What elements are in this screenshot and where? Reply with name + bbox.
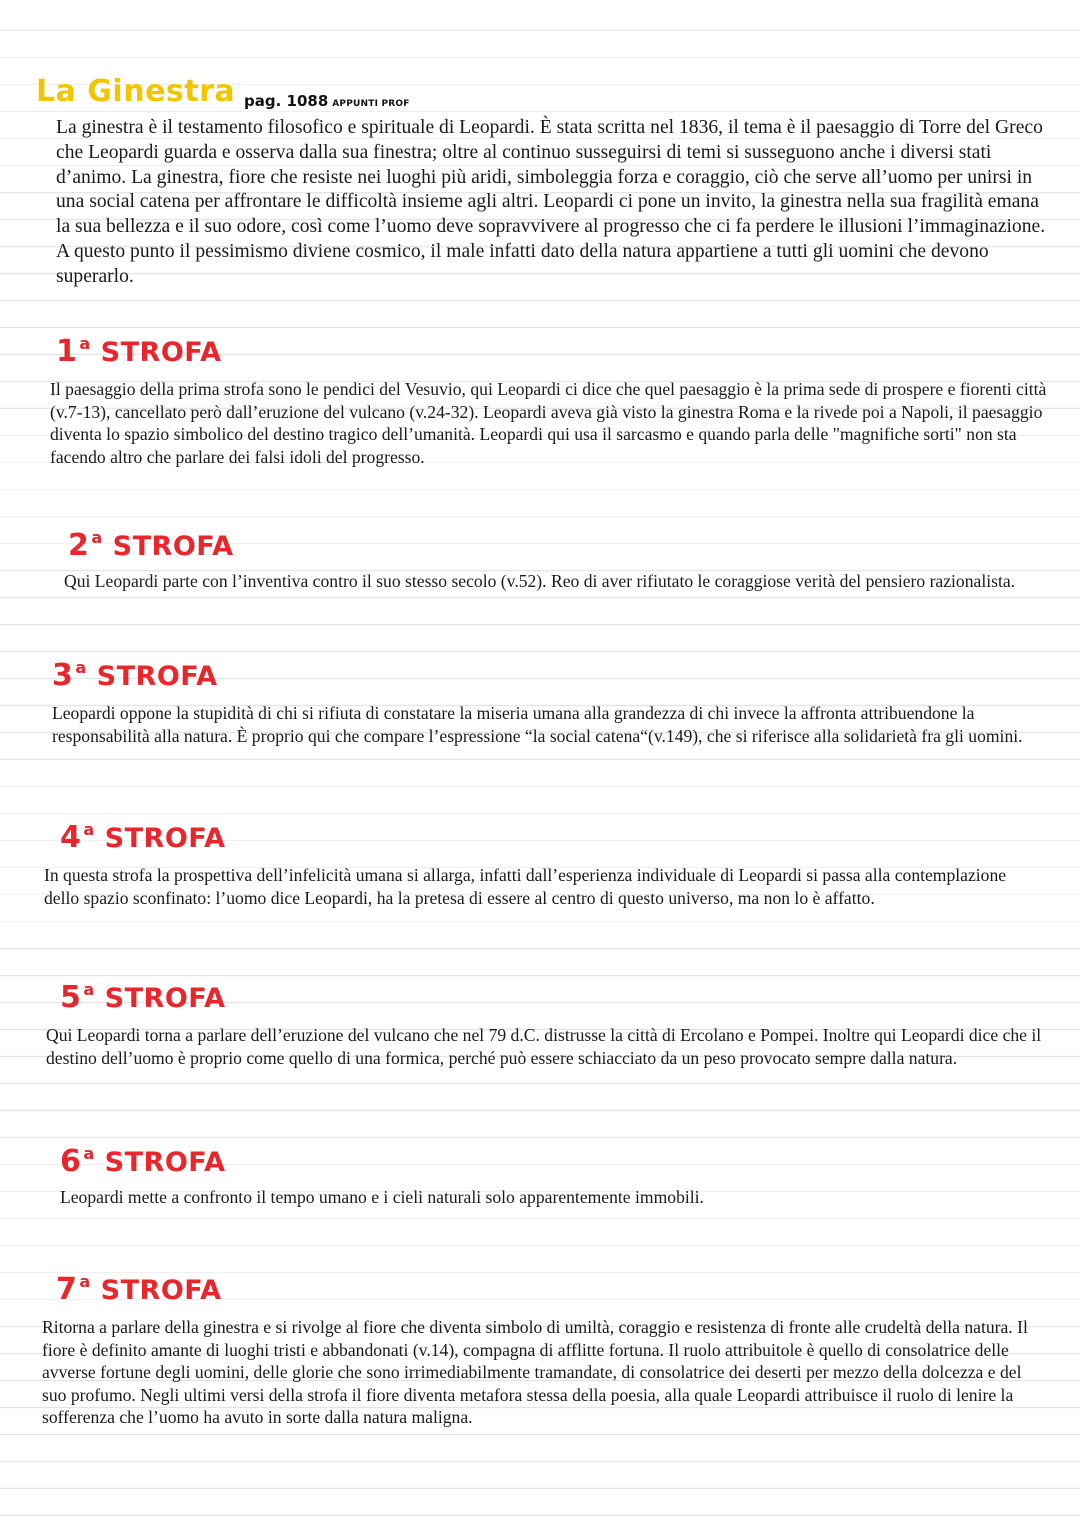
strofa-6-heading [60,1144,226,1179]
strofa-ordinal-mark: a [91,528,103,547]
strofa-5-heading [60,980,226,1015]
strofa-6-text: Leopardi mette a confronto il tempo umano e i cieli naturali solo apparentemente immobili. [60,1187,704,1207]
strofa-label: STROFA [96,661,218,692]
strofa-7-heading [56,1272,222,1307]
strofa-2-text: Qui Leopardi parte con l’inventiva contro il suo stesso secolo (v.52). Reo di aver rifiutato le coraggiose verità del pensiero razionalista. [64,571,1016,591]
strofa-label: STROFA [100,1275,222,1306]
strofa-ordinal-mark: a [75,658,87,677]
strofa-label: STROFA [104,983,226,1014]
strofa-label: STROFA [104,823,226,854]
strofa-ordinal-mark: a [83,1144,95,1163]
strofa-number: 3 [52,658,74,693]
page-reference [244,92,410,110]
strofa-4-heading [60,820,226,855]
page-title: La Ginestra [36,74,236,109]
strofa-label: STROFA [104,1147,226,1178]
strofa-ordinal-mark: a [83,820,95,839]
page-number: pag. 1088 [244,92,329,110]
strofa-1-heading [56,334,222,369]
strofa-1-text: Il paesaggio della prima strofa sono le pendici del Vesuvio, qui Leopardi ci dice che quel paesaggio è la prima sede di prospere e fiorenti città (v.7-13), cancellato però dall’eruzione del vulcano (v.24-32). Leopardi aveva già visto la ginestra Roma e la rivede poi a Napoli, il paesaggio diventa lo spazio simbolico del destino tragico dell’umanità. Leopardi qui usa il sarcasmo e quando parla delle "magnifiche sorti" non sta facendo altro che parlare dei falsi idoli del progresso. [50,379,1047,467]
strofa-label: STROFA [112,531,234,562]
strofa-ordinal-mark: a [79,334,91,353]
strofa-5-text: Qui Leopardi torna a parlare dell’eruzione del vulcano che nel 79 d.C. distrusse la città di Ercolano e Pompei. Inoltre qui Leopardi dice che il destino dell’uomo è proprio come quello di una formica, perché può essere schiacciato da un peso provocato sempre dalla natura. [46,1025,1042,1068]
strofa-ordinal-mark: a [79,1272,91,1291]
strofa-3-text: Leopardi oppone la stupidità di chi si rifiuta di constatare la miseria umana alla grandezza di chi invece la affronta attribuendone la responsabilità alla natura. È proprio qui che compare l’espressione “la social catena“(v.149), che si riferisce alla solidarietà fra gli uomini. [52,703,1023,746]
strofa-4-text: In questa strofa la prospettiva dell’infelicità umana si allarga, infatti dall’esperienza individuale di Leopardi si passa alla contemplazione dello spazio sconfinato: l’uomo dice Leopardi, ha la pretesa di essere al centro di questo universo, ma non lo è affatto. [44,865,1007,908]
intro-paragraph: La ginestra è il testamento filosofico e spirituale di Leopardi. È stata scritta nel 1836, il tema è il paesaggio di Torre del Greco che Leopardi guarda e osserva dalla sua finestra; oltre al continuo susseguirsi di temi si susseguono anche i diversi stati d’animo. La ginestra, fiore che resiste nei luoghi più aridi, simboleggia forza e coraggio, ciò che serve all’uomo per unirsi in una social catena per affrontare le difficoltà insieme agli altri. Leopardi ci pone un invito, la ginestra nella sua fragilità emana la sua bellezza e il suo odore, così come l’uomo deve sopravvivere al progresso che ci fa perdere le illusioni l’immaginazione. A questo punto il pessimismo diviene cosmico, il male infatti dato della natura appartiene a tutti gli uomini che devono superarlo. [56,117,1046,287]
strofa-label: STROFA [100,337,222,368]
strofa-number: 4 [60,820,82,855]
strofa-number: 5 [60,980,82,1015]
strofa-number: 6 [60,1144,82,1179]
strofa-3-heading [52,658,218,693]
notes-label: APPUNTI PROF [332,99,410,109]
strofa-number: 7 [56,1272,78,1307]
strofa-number: 1 [56,334,78,369]
strofa-number: 2 [68,528,90,563]
strofa-ordinal-mark: a [83,980,95,999]
strofa-7-text: Ritorna a parlare della ginestra e si rivolge al fiore che diventa simbolo di umiltà, coraggio e resistenza di fronte alle crudeltà della natura. Il fiore è definito amante di luoghi tristi e abbandonati (v.14), compagna di afflitte fortuna. Il ruolo attribuitole è quello di consolatrice delle avverse fortune degli uomini, delle glorie che sono irrimediabilmente tramandate, di consolatrice dei deserti per mezzo della dolcezza e del suo profumo. Negli ultimi versi della strofa il fiore diventa metafora stessa della poesia, alla quale Leopardi attribuisce il ruolo di lenire la sofferenza che l’uomo ha avuto in sorte dalla natura maligna. [42,1317,1028,1428]
strofa-2-heading [68,528,234,563]
